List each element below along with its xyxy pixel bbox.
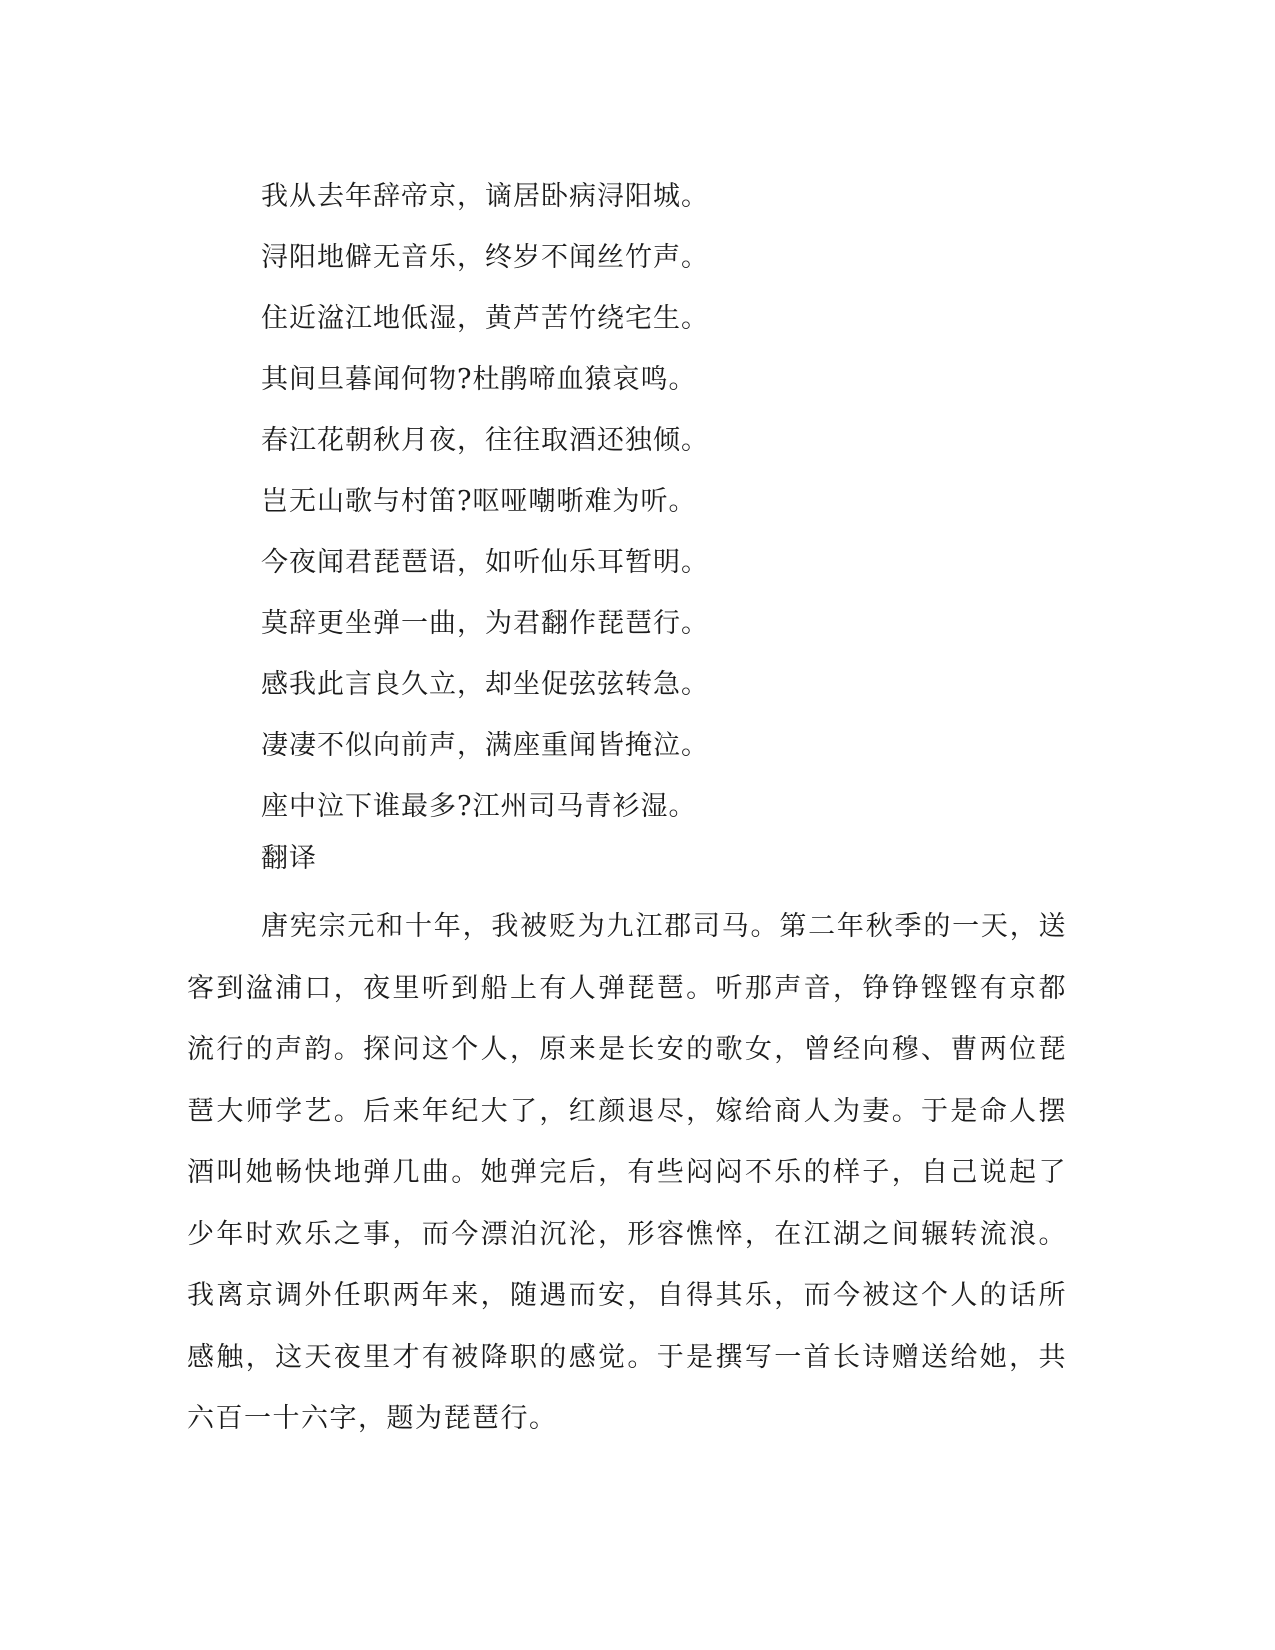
translation-heading: 翻译 xyxy=(261,843,317,874)
poem-line: 其间旦暮闻何物?杜鹃啼血猿哀鸣。 xyxy=(261,364,697,395)
poem-lines xyxy=(261,166,1081,837)
poem-line: 住近湓江地低湿，黄芦苦竹绕宅生。 xyxy=(261,303,709,334)
poem-line: 岂无山歌与村笛?呕哑嘲哳难为听。 xyxy=(261,486,697,517)
poem-line: 感我此言良久立，却坐促弦弦转急。 xyxy=(261,669,709,700)
poem-line: 我从去年辞帝京，谪居卧病浔阳城。 xyxy=(261,181,709,212)
poem-line: 凄凄不似向前声，满座重闻皆掩泣。 xyxy=(261,730,709,761)
poem-line: 座中泣下谁最多?江州司马青衫湿。 xyxy=(261,791,697,822)
poem-line: 莫辞更坐弹一曲，为君翻作琵琶行。 xyxy=(261,608,709,639)
poem-line: 春江花朝秋月夜，往往取酒还独倾。 xyxy=(261,425,709,456)
translation-paragraph: 唐宪宗元和十年，我被贬为九江郡司马。第二年秋季的一天，送客到湓浦口，夜里听到船上有人弹琵琶。听那声音，铮铮铿铿有京都流行的声韵。探问这个人，原来是长安的歌女，曾经向穆、曹两位琵琶大师学艺。后来年纪大了，红颜退尽，嫁给商人为妻。于是命人摆酒叫她畅快地弹几曲。她弹完后，有些闷闷不乐的样子，自己说起了少年时欢乐之事，而今漂泊沉沦，形容憔悴，在江湖之间辗转流浪。我离京调外任职两年来，随遇而安，自得其乐，而今被这个人的话所感触，这天夜里才有被降职的感觉。于是撰写一首长诗赠送给她，共六百一十六字，题为琵琶行。 xyxy=(187,911,1067,1434)
poem-line: 浔阳地僻无音乐，终岁不闻丝竹声。 xyxy=(261,242,709,273)
poem-line: 今夜闻君琵琶语，如听仙乐耳暂明。 xyxy=(261,547,709,578)
